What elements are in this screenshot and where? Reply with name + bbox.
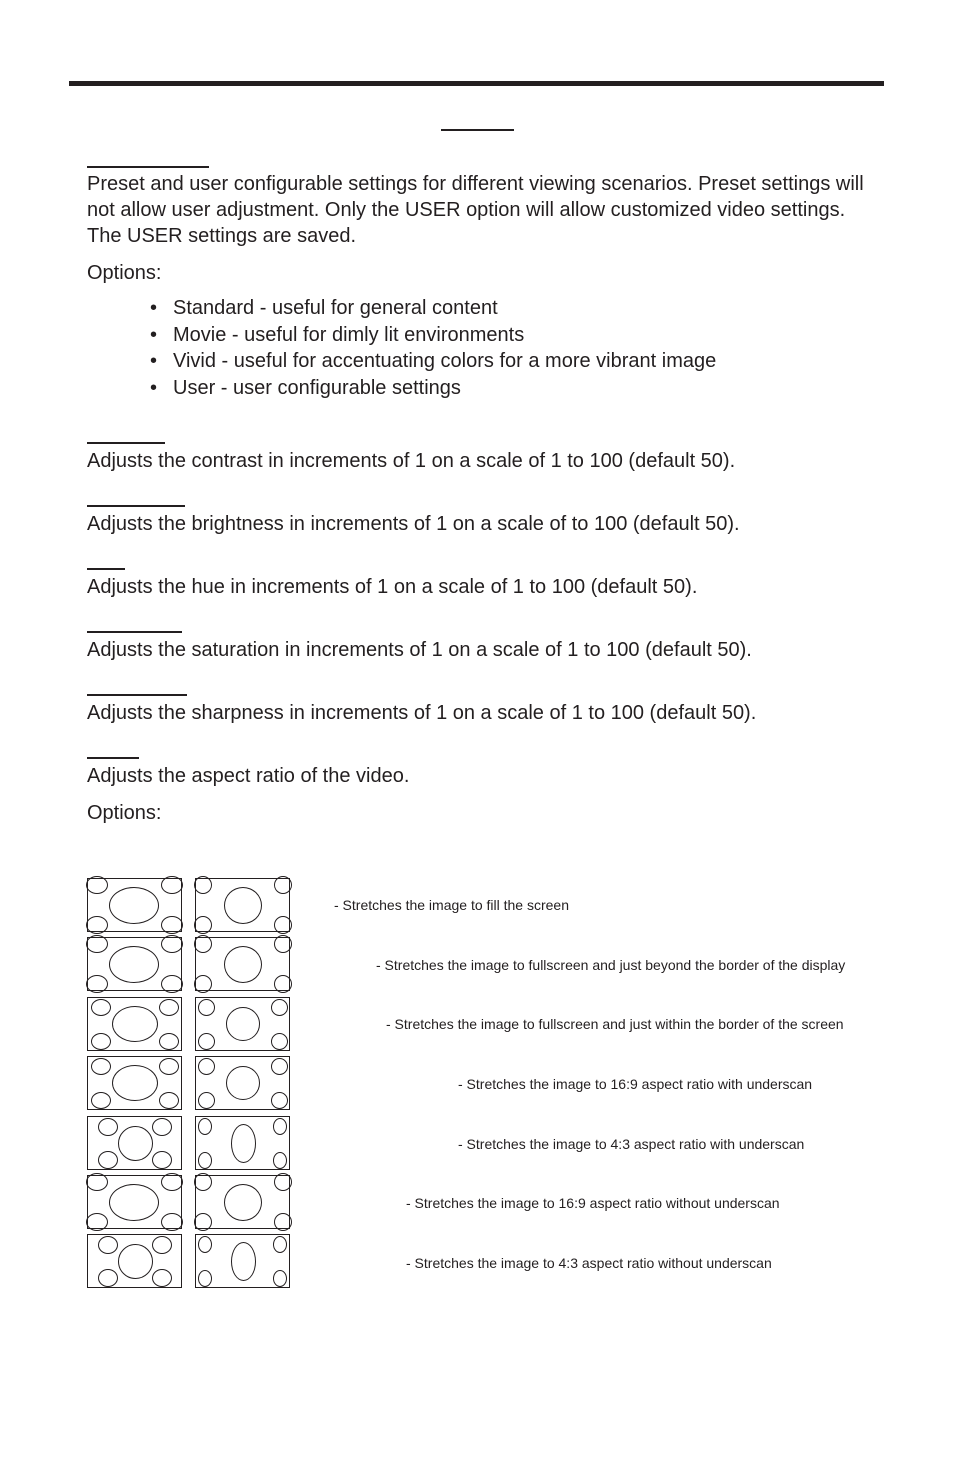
contrast-heading-underline (87, 442, 165, 444)
thumbnail-shape (152, 1118, 172, 1136)
thumbnail-shape (224, 1184, 262, 1221)
thumbnail-shape (274, 876, 292, 894)
thumbnail-shape (273, 1236, 287, 1253)
aspect-thumbnail (87, 937, 182, 991)
aspect-heading-underline (87, 757, 139, 759)
thumbnail-shape (98, 1269, 118, 1287)
thumbnail-shape (159, 999, 179, 1016)
thumbnail-shape (198, 1118, 212, 1135)
aspect-thumbnail (195, 937, 290, 991)
thumbnail-shape (198, 1236, 212, 1253)
thumbnail-shape (109, 946, 159, 983)
thumbnail-shape (274, 1213, 292, 1231)
thumbnail-shape (198, 1152, 212, 1169)
option-movie: • Movie - useful for dimly lit environments (150, 322, 716, 349)
thumbnail-shape (194, 916, 212, 934)
thumbnail-shape (274, 975, 292, 993)
thumbnail-shape (198, 1270, 212, 1287)
thumbnail-shape (161, 1173, 183, 1191)
option-vivid: • Vivid - useful for accentuating colors for a more vibrant image (150, 348, 716, 375)
aspect-desc-6: - Stretches the image to 16:9 aspect ratio without underscan (406, 1195, 780, 1211)
saturation-description: Adjusts the saturation in increments of 1 on a scale of 1 to 100 (default 50). (87, 639, 752, 661)
hue-description: Adjusts the hue in increments of 1 on a scale of 1 to 100 (default 50). (87, 576, 698, 598)
thumbnail-shape (112, 1006, 158, 1042)
thumbnail-shape (86, 876, 108, 894)
aspect-desc-2: - Stretches the image to fullscreen and just beyond the border of the display (376, 957, 846, 973)
aspect-thumbnail (87, 1116, 182, 1170)
thumbnail-shape (86, 935, 108, 953)
aspect-thumbnail (87, 1175, 182, 1229)
thumbnail-shape (231, 1124, 256, 1163)
thumbnail-shape (194, 876, 212, 894)
aspect-thumbnail (195, 1234, 290, 1288)
thumbnail-shape (198, 1058, 215, 1075)
picture-mode-heading-underline (87, 166, 209, 168)
sharpness-description: Adjusts the sharpness in increments of 1 on a scale of 1 to 100 (default 50). (87, 702, 757, 724)
option-user: • User - user configurable settings (150, 375, 716, 402)
brightness-description: Adjusts the brightness in increments of 1 on a scale of to 100 (default 50). (87, 513, 740, 535)
thumbnail-shape (226, 1007, 260, 1041)
option-standard: • Standard - useful for general content (150, 295, 716, 322)
thumbnail-shape (91, 1058, 111, 1075)
thumbnail-shape (194, 1173, 212, 1191)
thumbnail-shape (152, 1151, 172, 1169)
aspect-desc-3: - Stretches the image to fullscreen and just within the border of the screen (386, 1016, 844, 1032)
picture-mode-description: Preset and user configurable settings for different viewing scenarios. Preset settings will not allow user adjustment. Only the USER option will allow customized video settings. The USER settings are saved. (87, 173, 864, 247)
thumbnail-shape (159, 1058, 179, 1075)
thumbnail-shape (224, 946, 262, 983)
thumbnail-shape (226, 1066, 260, 1100)
section-title-underline (441, 129, 514, 131)
thumbnail-shape (161, 876, 183, 894)
aspect-desc-1: - Stretches the image to fill the screen (334, 897, 569, 913)
aspect-thumbnail (87, 1234, 182, 1288)
thumbnail-shape (118, 1244, 153, 1279)
thumbnail-shape (274, 935, 292, 953)
thumbnail-shape (271, 1092, 288, 1109)
thumbnail-shape (198, 999, 215, 1016)
sharpness-heading-underline (87, 694, 187, 696)
thumbnail-shape (112, 1065, 158, 1101)
aspect-description: Adjusts the aspect ratio of the video. (87, 765, 410, 787)
thumbnail-shape (271, 999, 288, 1016)
thumbnail-shape (86, 1213, 108, 1231)
thumbnail-shape (161, 935, 183, 953)
aspect-thumbnail (87, 997, 182, 1051)
thumbnail-shape (161, 1213, 183, 1231)
thumbnail-shape (86, 1173, 108, 1191)
thumbnail-shape (109, 1184, 159, 1221)
thumbnail-shape (91, 999, 111, 1016)
aspect-thumbnail (195, 878, 290, 932)
thumbnail-shape (159, 1092, 179, 1109)
thumbnail-shape (152, 1269, 172, 1287)
thumbnail-shape (198, 1092, 215, 1109)
thumbnail-shape (161, 916, 183, 934)
thumbnail-shape (159, 1033, 179, 1050)
picture-mode-options-label: Options: (87, 262, 162, 284)
thumbnail-shape (273, 1118, 287, 1135)
thumbnail-shape (194, 975, 212, 993)
thumbnail-shape (194, 1213, 212, 1231)
thumbnail-shape (224, 887, 262, 924)
thumbnail-shape (109, 887, 159, 924)
thumbnail-shape (274, 1173, 292, 1191)
thumbnail-shape (98, 1236, 118, 1254)
aspect-thumbnail (87, 878, 182, 932)
thumbnail-shape (118, 1126, 153, 1161)
thumbnail-shape (86, 916, 108, 934)
thumbnail-shape (152, 1236, 172, 1254)
picture-mode-options-list (150, 295, 716, 401)
aspect-thumbnail (195, 1116, 290, 1170)
thumbnail-shape (231, 1242, 256, 1281)
brightness-heading-underline (87, 505, 185, 507)
thumbnail-shape (273, 1152, 287, 1169)
aspect-thumbnail (195, 1056, 290, 1110)
thumbnail-shape (91, 1092, 111, 1109)
aspect-thumbnail (195, 1175, 290, 1229)
thumbnail-shape (98, 1151, 118, 1169)
thumbnail-shape (274, 916, 292, 934)
thumbnail-shape (198, 1033, 215, 1050)
header-rule (69, 81, 884, 86)
hue-heading-underline (87, 568, 125, 570)
aspect-desc-5: - Stretches the image to 4:3 aspect ratio with underscan (458, 1136, 805, 1152)
thumbnail-shape (273, 1270, 287, 1287)
saturation-heading-underline (87, 631, 182, 633)
thumbnail-shape (194, 935, 212, 953)
thumbnail-shape (271, 1033, 288, 1050)
aspect-options-label: Options: (87, 802, 162, 824)
contrast-description: Adjusts the contrast in increments of 1 on a scale of 1 to 100 (default 50). (87, 450, 736, 472)
thumbnail-shape (98, 1118, 118, 1136)
thumbnail-shape (161, 975, 183, 993)
thumbnail-shape (86, 975, 108, 993)
thumbnail-shape (271, 1058, 288, 1075)
aspect-desc-4: - Stretches the image to 16:9 aspect ratio with underscan (458, 1076, 813, 1092)
aspect-thumbnail (87, 1056, 182, 1110)
aspect-desc-7: - Stretches the image to 4:3 aspect ratio without underscan (406, 1255, 772, 1271)
aspect-thumbnail (195, 997, 290, 1051)
thumbnail-shape (91, 1033, 111, 1050)
